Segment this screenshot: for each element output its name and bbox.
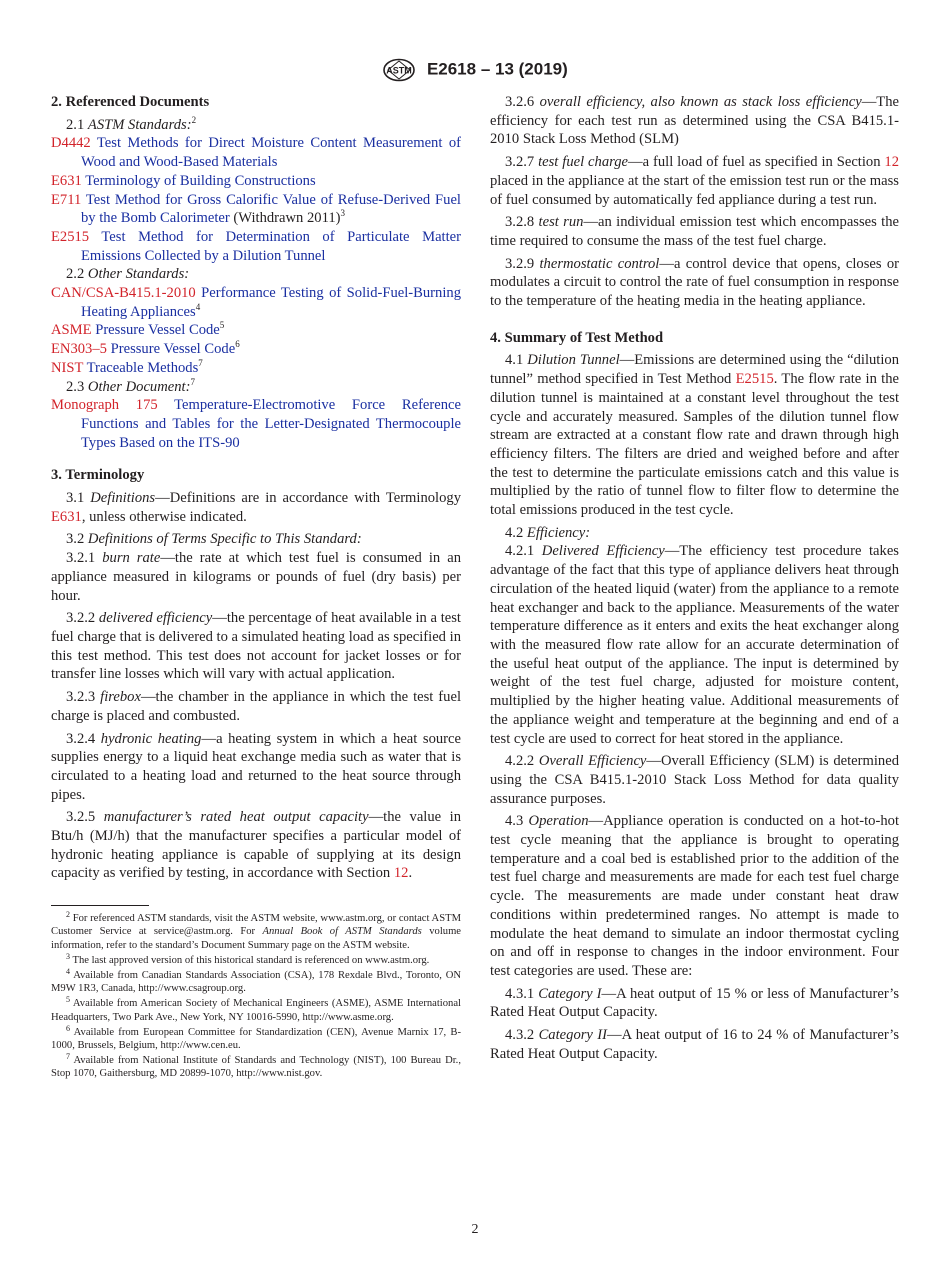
reference-e2515[interactable]: E2515 Test Method for Determination of Particulate Matter Emissions Collected by a Dilution Tunnel <box>51 228 461 264</box>
reference-en303[interactable]: EN303–5 Pressure Vessel Code$^6$ <box>51 339 240 358</box>
standard-designation: E2618 – 13 (2019) <box>426 59 568 79</box>
definition-3-2-7: 3.2.7 test fuel charge—a full load of fuel as specified in Section 12 placed in the appliance at the start of the emission test run or the mass of fuel consumed by automatically fed appliance during a test run. <box>490 154 899 208</box>
link-section-12[interactable]: 12 <box>393 865 409 882</box>
paragraph-4-3: 4.3 Operation—Appliance operation is conducted on a hot-to-hot test cycle meaning that the appliance is brought to operating temperature and a coal bed is established prior to the addition of the test fuel charge and measurements are made for each test fuel charge cycle. The measurements are made under constant heat draw conditions within predetermined ranges. No attempt is made to modulate the heat demand to simulate an indoor thermostat cycling on and off in response to changes in the indoor environment. Four test categories are used. These are: <box>490 813 899 979</box>
reference-csa[interactable]: CAN/CSA-B415.1-2010 Performance Testing of Solid-Fuel-Burning Heating Appliances$^4$ <box>51 285 461 320</box>
definition-3-2-8: 3.2.8 test run—an individual emission test which encompasses the time required to consume the mass of the test fuel charge. <box>490 214 899 249</box>
footnote-3: $^3$ The last approved version of this historical standard is referenced on www.astm.org. <box>66 951 430 966</box>
page-number: 2 <box>471 1222 479 1237</box>
definition-3-2-4: 3.2.4 hydronic heating—a heating system in which a heat source supplies energy to a liquid heat exchange media such as water that is circulated to a heating load and returned to the heat source through pipes. <box>51 730 462 803</box>
footnote-2: $^2$ For referenced ASTM standards, visit the ASTM website, www.astm.org, or contact ASTM Customer Service at service@astm.org. For Annual Book of ASTM Standards volume information, refer to the standard’s Document Summary page on the ASTM website. <box>51 910 462 951</box>
reference-asme[interactable]: ASME Pressure Vessel Code$^5$ <box>51 320 225 339</box>
reference-monograph-175[interactable]: Monograph 175 Temperature-Electromotive Force Reference Functions and Tables for the Letter-Designated Thermocouple Types Based on the ITS-90 <box>51 397 461 451</box>
definition-3-2-9: 3.2.9 thermostatic control—a control device that opens, closes or modulates a circuit to control the rate of fuel consumption in response to the temperature of the heating media in the heating appliance. <box>490 255 899 310</box>
reference-d4442[interactable]: D4442 Test Methods for Direct Moisture Content Measurement of Wood and Wood-Based Materials <box>51 135 461 171</box>
footnote-divider <box>51 905 149 906</box>
definition-3-2-3: 3.2.3 firebox—the chamber in the appliance in which the test fuel charge is placed and combusted. <box>51 689 461 724</box>
reference-nist[interactable]: NIST Traceable Methods$^7$ <box>51 357 203 376</box>
paragraph-3-1: 3.1 Definitions—Definitions are in accordance with Terminology E631, unless otherwise indicated. <box>51 490 461 525</box>
svg-text:ASTM: ASTM <box>386 65 412 76</box>
other-document-label: 2.3 Other Document:$^7$ <box>66 376 195 395</box>
section-4-heading: 4. Summary of Test Method <box>490 329 664 346</box>
footnote-7: $^7$ Available from National Institute of Standards and Technology (NIST), 100 Bureau Dr., Stop 1070, Gaithersburg, MD 20899-1070, http://www.nist.gov. <box>51 1052 461 1080</box>
page-header <box>0 58 950 82</box>
link-e2515[interactable]: E2515 <box>735 371 774 388</box>
reference-e711[interactable]: E711 Test Method for Gross Calorific Value of Refuse-Derived Fuel by the Bomb Calorimeter (Withdrawn 2011)$^3$ <box>51 191 461 227</box>
paragraph-4-2-1: 4.2.1 Delivered Efficiency—The efficiency test procedure takes advantage of the fact that this type of appliance delivers heat through circulation of the heated liquid (water) from the appliance to a remote heat exchanger and back to the appliance. Measurements of the water temperature difference as it enters and exits the heat exchanger along with the measured flow rate allow for an accurate determination of the useful heat output of the appliance. The input is determined by weight of the test fuel charge, adjusted for moisture content, multiplied by the higher heating value. Additional measurements of the appliance weight and temperature at the beginning and end of a test cycle are used to correct for heat stored in the appliance. <box>490 543 899 747</box>
definition-3-2-2: 3.2.2 delivered efficiency—the percentage of heat available in a test fuel charge that is delivered to a simulated heating load as specified in this test method. This test does not account for jacket losses or for transfer line losses which will vary with actual application. <box>51 610 461 683</box>
astm-logo-icon <box>382 58 416 82</box>
paragraph-4-1: 4.1 Dilution Tunnel—Emissions are determined using the “dilution tunnel” method specified in Test Method E2515. The flow rate in the dilution tunnel is maintained at a constant level throughout the test cycle and accurately measured. Samples of the dilution tunnel flow stream are extracted at a constant flow rate and drawn through high efficiency filters. The filters are dried and weighed before and after the test to determine the particulate emissions catch and this value is multiplied by the ratio of tunnel flow to filter flow to determine the total emissions produced in the test cycle. <box>490 352 900 519</box>
section-2-heading: 2. Referenced Documents <box>51 94 210 110</box>
paragraph-4-2: 4.2 Efficiency: <box>505 524 591 541</box>
section-3-heading: 3. Terminology <box>51 467 145 484</box>
footnote-6: $^6$ Available from European Committee for Standardization (CEN), Avenue Marnix 17, B-1000, Brussels, Belgium, http://www.cen.eu. <box>51 1023 461 1051</box>
paragraph-4-2-2: 4.2.2 Overall Efficiency—Overall Efficiency (SLM) is determined using the CSA B415.1-2010 Stack Loss Method for data quality assurance purposes. <box>490 753 899 807</box>
paragraph-3-2: 3.2 Definitions of Terms Specific to This Standard: <box>66 531 362 548</box>
other-standards-label: 2.2 Other Standards: <box>66 266 190 283</box>
paragraph-4-3-2: 4.3.2 Category II—A heat output of 16 to 24 % of Manufacturer’s Rated Heat Output Capacity. <box>490 1027 900 1062</box>
footnote-5: $^5$ Available from American Society of Mechanical Engineers (ASME), ASME International Headquarters, Two Park Ave., New York, NY 10016-5990, http://www.asme.org. <box>51 995 461 1023</box>
right-column <box>490 93 899 1067</box>
link-section-12[interactable]: 12 <box>884 154 899 171</box>
definition-3-2-1: 3.2.1 burn rate—the rate at which test fuel is consumed in an appliance measured in kilograms or pounds of fuel (dry basis) per hour. <box>51 550 462 604</box>
definition-3-2-5: 3.2.5 manufacturer’s rated heat output capacity—the value in Btu/h (MJ/h) that the manufacturer specifies a particular model of hydronic heating appliance is capable of supplying at its design capacity as verified by testing, in accordance with Section 12. <box>51 809 461 882</box>
paragraph-4-3-1: 4.3.1 Category I—A heat output of 15 % or less of Manufacturer’s Rated Heat Output Capacity. <box>490 985 899 1021</box>
reference-e631[interactable]: E631 Terminology of Building Constructions <box>51 172 316 189</box>
footnote-4: $^4$ Available from Canadian Standards Association (CSA), 178 Rexdale Blvd., Toronto, ON M9W 1R3, Canada, http://www.csagroup.org. <box>51 966 461 995</box>
astm-standards-label: 2.1 ASTM Standards:$^2$ <box>66 114 197 133</box>
link-e631[interactable]: E631 <box>51 508 82 525</box>
definition-3-2-6: 3.2.6 overall efficiency, also known as stack loss efficiency—The efficiency for each test run as determined using the CSA B415.1-2010 Stack Loss Method (SLM) <box>490 94 899 148</box>
left-column <box>51 93 461 1083</box>
